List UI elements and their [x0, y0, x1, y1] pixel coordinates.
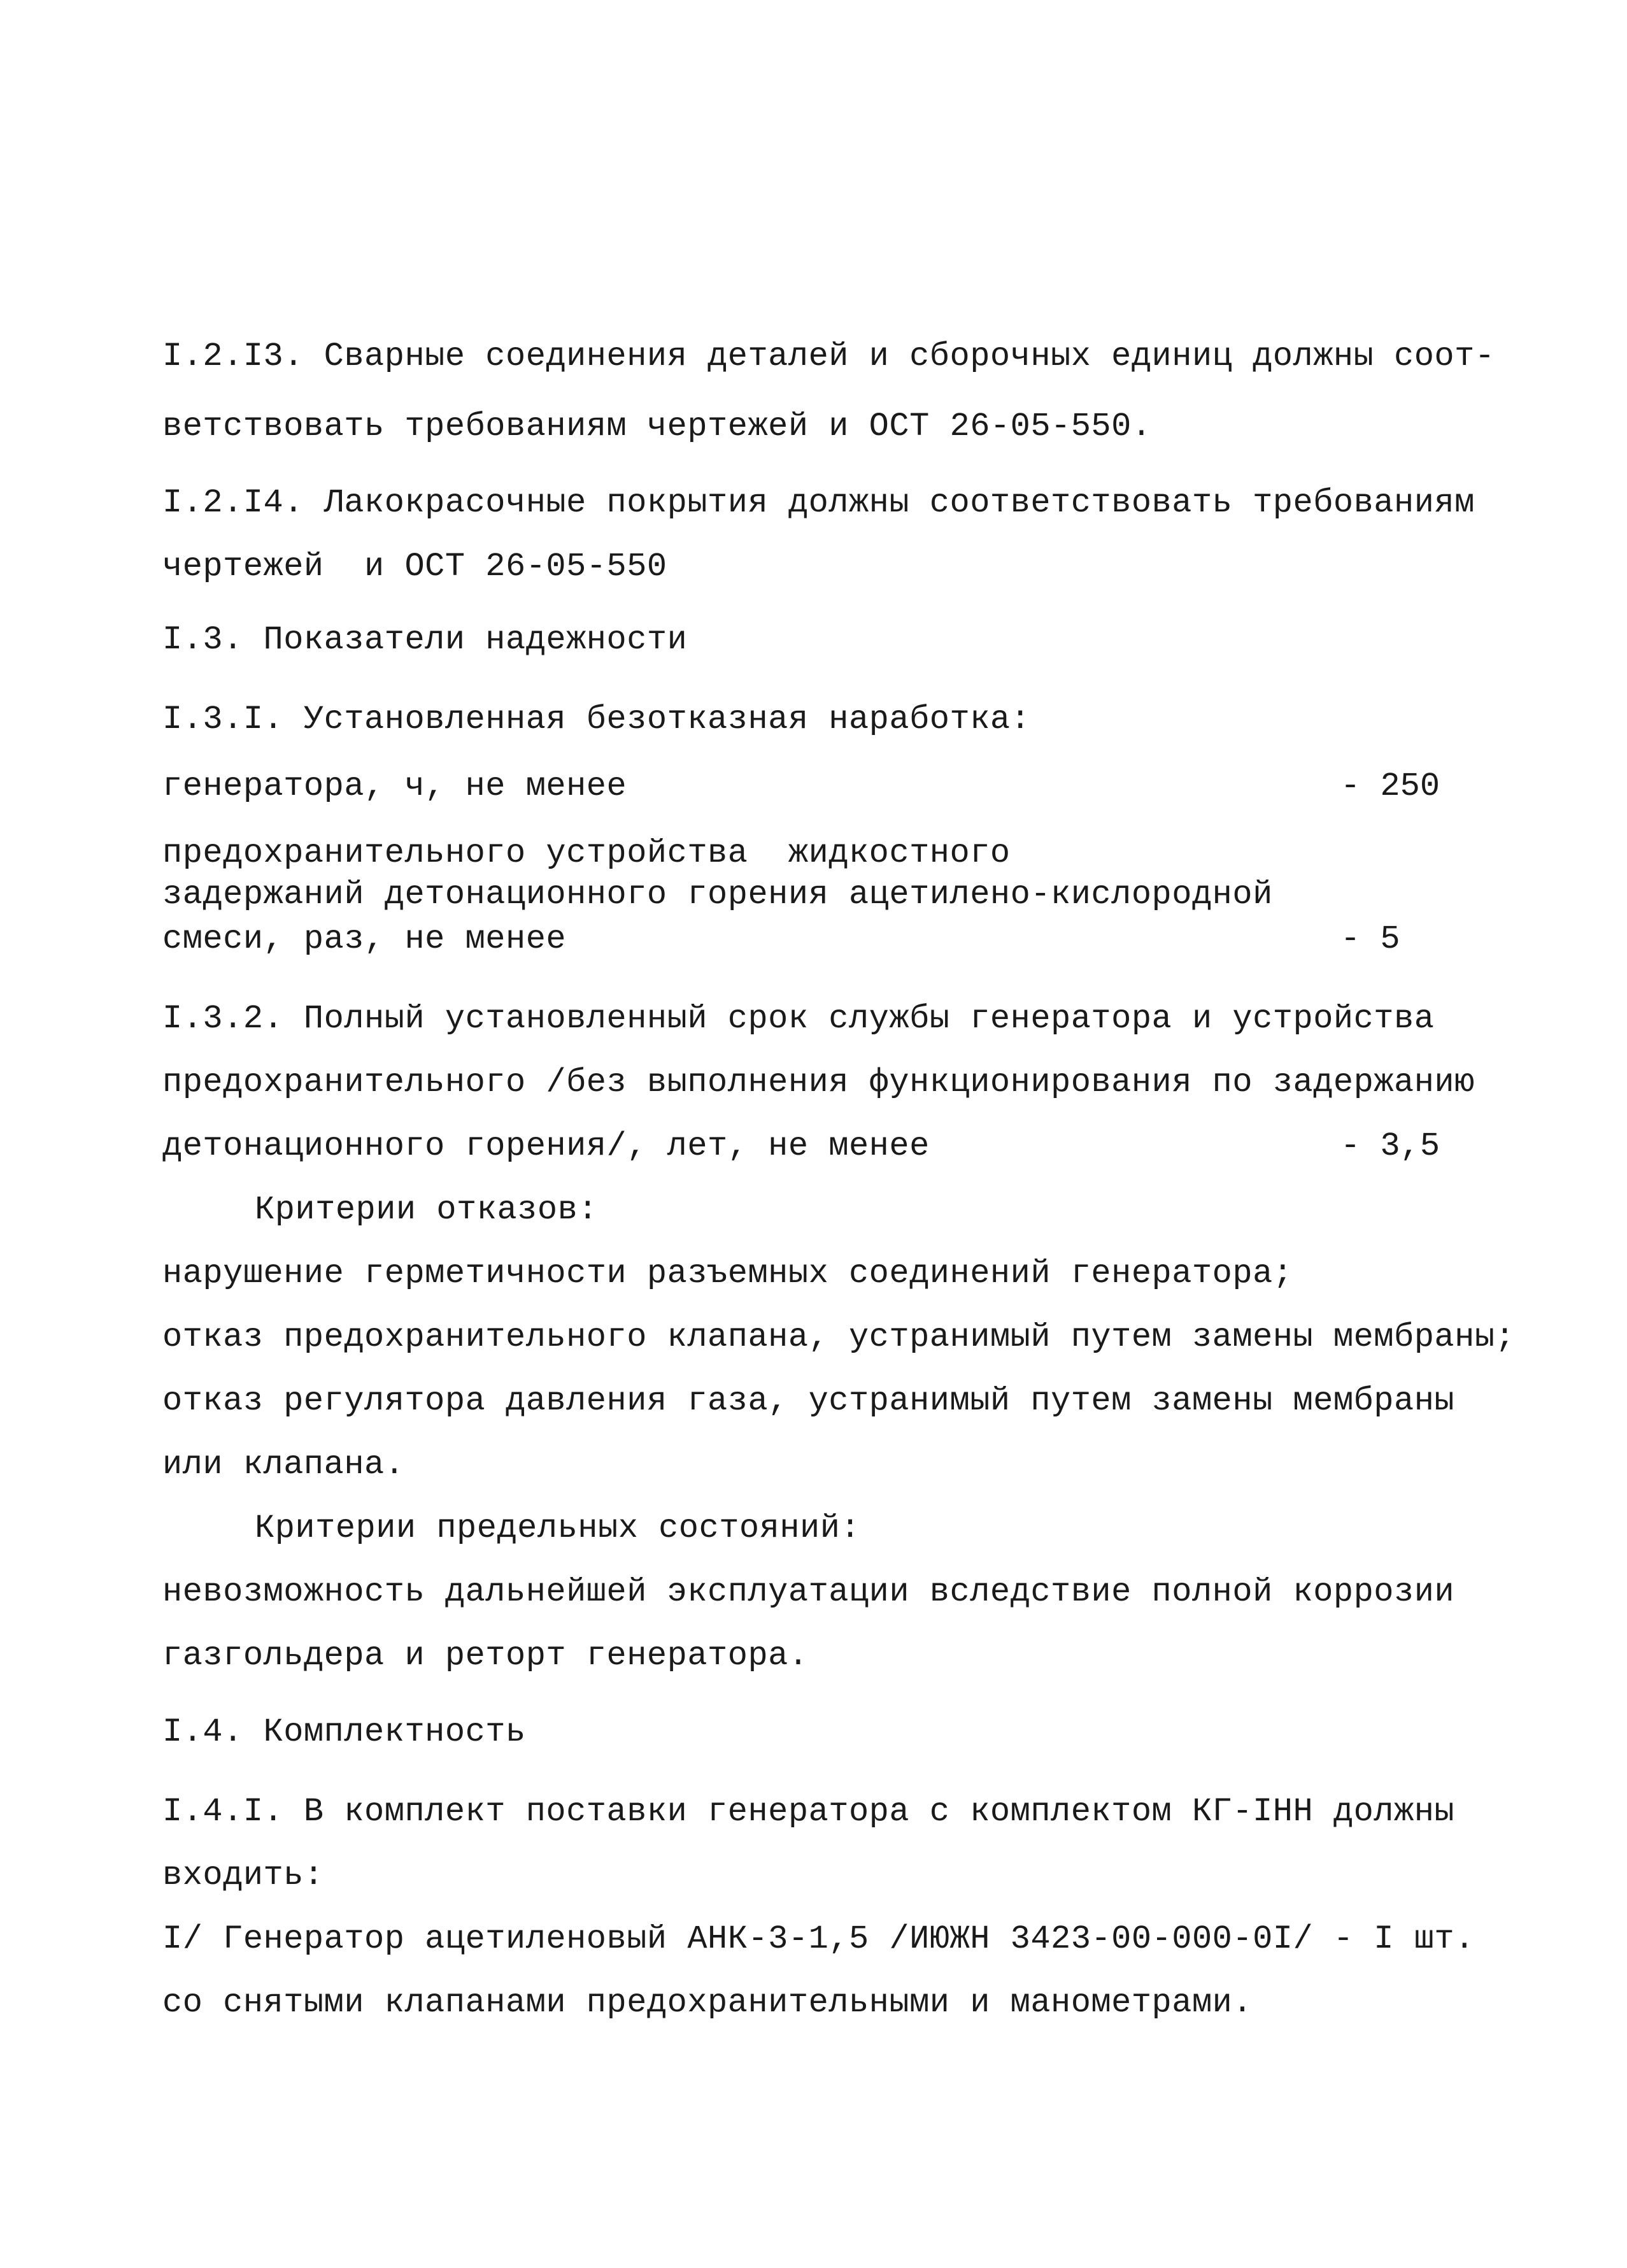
delivery-item-1-line-1: I/ Генератор ацетиленовый АНК-3-1,5 /ИЮЖН 3423-00-000-0I/ - I шт.: [162, 1920, 1475, 1958]
generator-operating-time-value: - 250: [1340, 767, 1440, 805]
clause-1-4-1-line-1: I.4.I. В комплект поставки генератора с комплектом КГ-IНН должны: [162, 1793, 1455, 1830]
failure-criteria-item-3-line-1: отказ регулятора давления газа, устранимый путем замены мембраны: [162, 1382, 1455, 1420]
safety-device-line-1: предохранительного устройства жидкостного: [162, 834, 1011, 872]
failure-criteria-item-3-line-2: или клапана.: [162, 1446, 405, 1483]
section-1-3-heading: I.3. Показатели надежности: [162, 621, 688, 659]
clause-1-3-2-line-3: детонационного горения/, лет, не менее: [162, 1127, 930, 1165]
clause-1-2-13-line-2: ветствовать требованиям чертежей и ОСТ 26-05-550.: [162, 408, 1152, 445]
section-1-4-heading: I.4. Комплектность: [162, 1713, 526, 1751]
safety-device-line-2: задержаний детонационного горения ацетилено-кислородной: [162, 876, 1273, 913]
clause-1-2-14-line-1: I.2.I4. Лакокрасочные покрытия должны соответствовать требованиям: [162, 484, 1475, 522]
clause-1-3-2-line-1: I.3.2. Полный установленный срок службы генератора и устройства: [162, 1000, 1435, 1038]
failure-criteria-item-2: отказ предохранительного клапана, устранимый путем замены мембраны;: [162, 1318, 1516, 1356]
failure-criteria-heading: Критерии отказов:: [255, 1191, 598, 1229]
clause-1-2-13-line-1: I.2.I3. Сварные соединения деталей и сборочных единиц должны соот-: [162, 338, 1495, 375]
clause-1-4-1-line-2: входить:: [162, 1857, 324, 1894]
service-life-value: - 3,5: [1340, 1127, 1440, 1165]
safety-device-count-value: - 5: [1340, 920, 1400, 958]
clause-1-3-1-generator-line: генератора, ч, не менее: [162, 767, 627, 805]
clause-1-2-14-line-2: чертежей и ОСТ 26-05-550: [162, 548, 667, 585]
delivery-item-1-line-2: со снятыми клапанами предохранительными и манометрами.: [162, 1984, 1253, 2022]
safety-device-line-3: смеси, раз, не менее: [162, 920, 567, 958]
limit-state-criteria-line-1: невозможность дальнейшей эксплуатации вследствие полной коррозии: [162, 1573, 1455, 1611]
limit-state-criteria-heading: Критерии предельных состояний:: [255, 1509, 861, 1547]
failure-criteria-item-1: нарушение герметичности разъемных соединений генератора;: [162, 1255, 1293, 1292]
clause-1-3-2-line-2: предохранительного /без выполнения функционирования по задержанию: [162, 1064, 1475, 1101]
limit-state-criteria-line-2: газгольдера и реторт генератора.: [162, 1637, 809, 1674]
clause-1-3-1-line-1: I.3.I. Установленная безотказная наработка:: [162, 701, 1031, 738]
